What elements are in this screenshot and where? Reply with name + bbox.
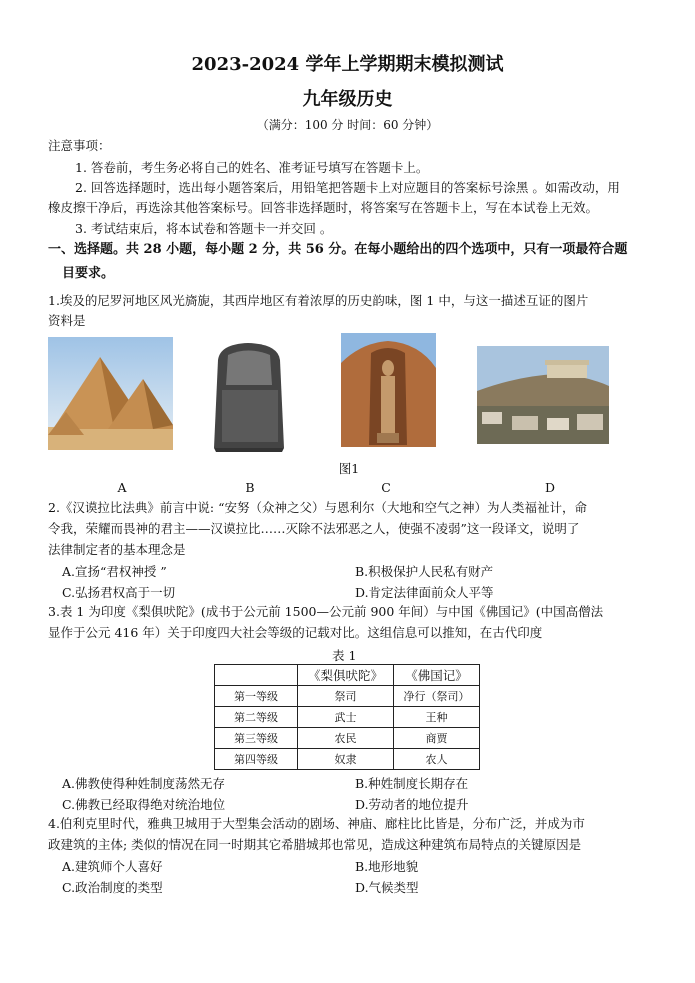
table-cell: 武士 xyxy=(298,707,394,728)
exam-subject: 九年级历史 xyxy=(302,89,393,110)
q3-text-cont: 显作于公元 416 年）关于印度四大社会等级的记载对比。这组信息可以推知，在古代印度 xyxy=(48,625,543,640)
q2-option-d: D.肯定法律面前众人平等 xyxy=(355,585,494,600)
table-header-cell: 《梨俱吠陀》 xyxy=(298,665,394,686)
q4-option-b: B.地形地貌 xyxy=(355,859,419,874)
notes-heading: 注意事项： xyxy=(48,138,111,153)
note-3: 3. 考试结束后，将本试卷和答题卡一并交回 。 xyxy=(75,221,333,236)
q4-option-c: C.政治制度的类型 xyxy=(62,880,163,895)
figure-label-d: D xyxy=(544,480,556,495)
table-header-row xyxy=(215,665,480,686)
table-cell: 商贾 xyxy=(394,728,480,749)
exam-title: 2023-2024 学年上学期期末模拟测试 xyxy=(191,54,504,75)
table-row xyxy=(215,686,480,707)
q4-text: 4.伯利克里时代，雅典卫城用于大型集会活动的剧场、神庙、廊柱比比皆是，分布广泛，并成为市 xyxy=(48,816,585,831)
q3-option-b: B.种姓制度长期存在 xyxy=(355,776,469,791)
code-stele-image xyxy=(208,340,290,453)
q2-option-a: A.宣扬“君权神授 ” xyxy=(62,564,167,579)
table-cell: 第四等级 xyxy=(215,749,298,770)
figure-label-a: A xyxy=(117,480,127,495)
table-cell: 第一等级 xyxy=(215,686,298,707)
table-header-cell xyxy=(215,665,298,686)
table-cell: 净行（祭司） xyxy=(394,686,480,707)
note-1: 1. 答卷前，考生务必将自己的姓名、准考证号填写在答题卡上。 xyxy=(75,160,429,175)
table-row xyxy=(215,707,480,728)
figure-caption: 图1 xyxy=(338,461,360,476)
q2-text-cont: 令我，荣耀而畏神的君主——汉谟拉比……灭除不法邪恶之人，使强不凌弱”这一段译文，说明了 xyxy=(48,521,580,536)
q2-text: 2.《汉谟拉比法典》前言中说: “安努（众神之父）与恩利尔（大地和空气之神）为人类福祉计，命 xyxy=(48,500,588,515)
section-heading: 一、选择题。共 28 小题，每小题 2 分，共 56 分。在每小题给出的四个选项中，只有一项最符合题 xyxy=(48,242,628,257)
table-cell: 祭司 xyxy=(298,686,394,707)
note-2a: 2. 回答选择题时，选出每小题答案后，用铅笔把答题卡上对应题目的答案标号涂黑 。如需改动，用 xyxy=(75,180,620,195)
table-title: 表 1 xyxy=(332,648,357,663)
q1-text: 1.埃及的尼罗河地区风光旖旎，其西岸地区有着浓厚的历史韵味，图 1 中，与这一描述互证的图片 xyxy=(48,293,589,308)
table-header-cell: 《佛国记》 xyxy=(394,665,480,686)
table-row xyxy=(215,749,480,770)
q4-text-cont: 政建筑的主体; 类似的情况在同一时期其它希腊城邦也常见，造成这种建筑布局特点的关键原因是 xyxy=(48,837,582,852)
acropolis-image xyxy=(477,346,609,444)
table-cell: 农人 xyxy=(394,749,480,770)
q2-option-b: B.积极保护人民私有财产 xyxy=(355,564,494,579)
q3-option-c: C.佛教已经取得绝对统治地位 xyxy=(62,797,226,812)
q4-option-d: D.气候类型 xyxy=(355,880,419,895)
q3-option-d: D.劳动者的地位提升 xyxy=(355,797,469,812)
q1-text-cont: 资料是 xyxy=(48,313,86,328)
q3-option-a: A.佛教使得种姓制度荡然无存 xyxy=(62,776,226,791)
buddha-statue-image xyxy=(341,333,436,447)
table-cell: 第三等级 xyxy=(215,728,298,749)
note-2b: 橡皮擦干净后，再选涂其他答案标号。回答非选择题时，将答案写在答题卡上，写在本试卷上无效。 xyxy=(48,200,599,215)
q4-option-a: A.建筑师个人喜好 xyxy=(62,859,163,874)
caste-table xyxy=(214,664,480,770)
table-row xyxy=(215,728,480,749)
q2-option-c: C.弘扬君权高于一切 xyxy=(62,585,176,600)
figure-label-b: B xyxy=(245,480,255,495)
figure-label-c: C xyxy=(381,480,391,495)
q2-text-cont2: 法律制定者的基本理念是 xyxy=(48,542,186,557)
table-cell: 第二等级 xyxy=(215,707,298,728)
q3-text: 3.表 1 为印度《梨俱吠陀》(成书于公元前 1500—公元前 900 年间）与中国《佛国记》(中国高僧法 xyxy=(48,604,604,619)
section-heading-cont: 目要求。 xyxy=(62,266,115,281)
table-cell: 王种 xyxy=(394,707,480,728)
pyramids-image xyxy=(48,337,173,450)
exam-info: （满分：100 分 时间：60 分钟） xyxy=(256,118,439,132)
table-cell: 奴隶 xyxy=(298,749,394,770)
table-cell: 农民 xyxy=(298,728,394,749)
